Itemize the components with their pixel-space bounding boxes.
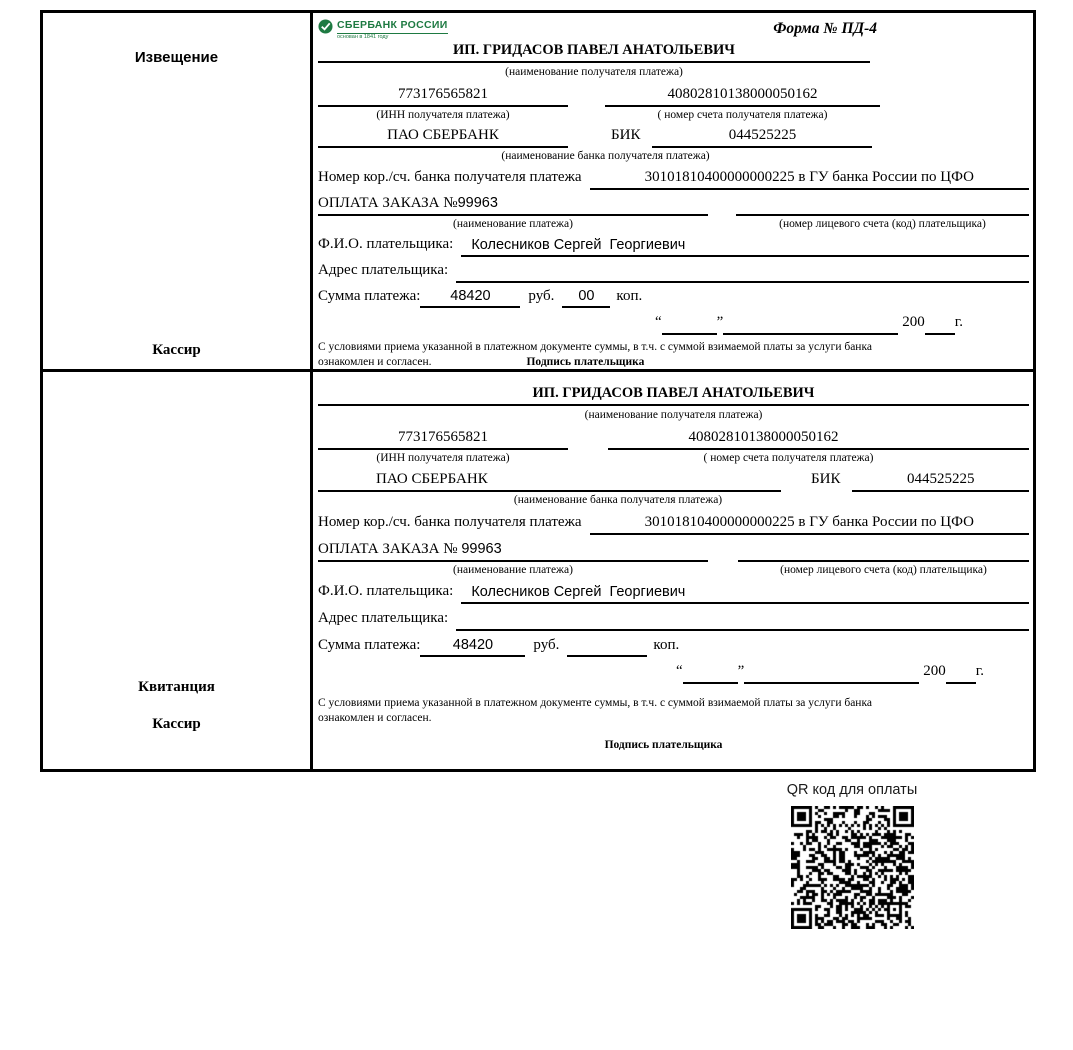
notice-section <box>43 13 1033 369</box>
inn-value: 773176565821 <box>318 428 568 450</box>
amount-label: Сумма платежа: <box>318 636 421 653</box>
bik-value: 044525225 <box>652 126 872 148</box>
amount-kop-value: 00 <box>562 287 610 308</box>
qr-code <box>791 806 914 929</box>
receipt-side-column <box>43 372 313 769</box>
date-year-field <box>925 314 955 335</box>
order-number: 99963 <box>457 195 498 212</box>
agreement-line1: С условиями приема указанной в платежном документе суммы, в т.ч. с суммой взимаемой платы за услуги банка <box>318 697 872 709</box>
personal-account-hint: (номер лицевого счета (код) плательщика) <box>779 217 986 230</box>
year-suffix: г. <box>975 663 984 680</box>
kop-label: коп. <box>616 287 643 304</box>
signature-label: Подпись плательщика <box>526 355 645 368</box>
kop-label: коп. <box>653 636 680 653</box>
amount-label: Сумма платежа: <box>318 287 421 304</box>
agreement-line2: ознакомлен и согласен. <box>318 355 432 368</box>
address-label: Адрес плательщика: <box>318 609 449 626</box>
personal-account-field <box>738 541 1029 562</box>
bik-value: 044525225 <box>852 470 1029 492</box>
account-hint: ( номер счета получателя платежа) <box>657 109 828 122</box>
agreement-block <box>318 696 1029 753</box>
bank-name-hint: (наименование банка получателя платежа) <box>501 150 710 163</box>
account-hint: ( номер счета получателя платежа) <box>703 452 874 465</box>
notice-side-label: Извещение <box>134 49 219 66</box>
payment-purpose-field <box>318 540 708 562</box>
rub-label: руб. <box>528 287 555 304</box>
address-field <box>456 610 1029 631</box>
amount-rub-value: 48420 <box>420 636 525 657</box>
order-number: 99963 <box>461 541 502 558</box>
pd4-form <box>40 10 1036 772</box>
receipt-side-label: Квитанция <box>138 679 215 695</box>
inn-hint: (ИНН получателя платежа) <box>376 452 510 465</box>
payee-name: ИП. ГРИДАСОВ ПАВЕЛ АНАТОЛЬЕВИЧ <box>318 384 1029 406</box>
address-field <box>456 262 1029 283</box>
inn-value: 773176565821 <box>318 85 568 107</box>
sberbank-logo-text: СБЕРБАНК РОССИИ <box>337 19 448 34</box>
signature-label: Подпись плательщика <box>604 738 723 751</box>
purpose-hint: (наименование платежа) <box>453 217 573 230</box>
payment-purpose-text: ОПЛАТА ЗАКАЗА № <box>318 195 458 212</box>
bank-name-hint: (наименование банка получателя платежа) <box>513 494 723 507</box>
personal-account-hint: (номер лицевого счета (код) плательщика) <box>780 563 987 576</box>
receipt-content <box>313 372 1033 769</box>
corr-account-value: 30101810400000000225 в ГУ банка России по ЦФО <box>590 168 1029 190</box>
payee-name-hint: (наименование получателя платежа) <box>584 409 763 422</box>
agreement-block <box>318 340 1029 369</box>
payment-purpose-field <box>318 194 708 216</box>
year-prefix: 200 <box>923 663 946 680</box>
fio-label: Ф.И.О. плательщика: <box>318 583 454 599</box>
notice-content <box>313 13 1033 369</box>
qr-label: QR код для оплаты <box>786 782 918 798</box>
sberbank-logo-icon <box>318 19 333 34</box>
sberbank-logo <box>318 19 448 40</box>
year-suffix: г. <box>954 314 963 331</box>
inn-hint: (ИНН получателя платежа) <box>376 109 510 122</box>
fio-value: Колесников Сергей Георгиевич <box>461 583 1029 604</box>
agreement-line2: ознакомлен и согласен. <box>318 711 432 724</box>
address-label: Адрес плательщика: <box>318 261 449 278</box>
bik-label: БИК <box>811 471 841 488</box>
quote-close: ” <box>737 663 745 680</box>
date-year-field <box>946 663 976 684</box>
year-prefix: 200 <box>902 314 925 331</box>
account-value: 40802810138000050162 <box>608 428 1029 450</box>
rub-label: руб. <box>533 636 560 653</box>
account-value: 40802810138000050162 <box>605 85 880 107</box>
amount-kop-value <box>567 636 647 657</box>
personal-account-field <box>736 195 1029 216</box>
quote-close: ” <box>716 314 724 331</box>
fio-value: Колесников Сергей Георгиевич <box>461 236 1029 257</box>
date-day-field <box>662 314 717 335</box>
bank-name-value: ПАО СБЕРБАНК <box>318 470 781 492</box>
receipt-section <box>43 369 1033 769</box>
fio-label: Ф.И.О. плательщика: <box>318 236 454 252</box>
date-month-field <box>744 663 919 684</box>
amount-rub-value: 48420 <box>420 287 520 308</box>
corr-account-value: 30101810400000000225 в ГУ банка России по ЦФО <box>590 513 1029 535</box>
quote-open: “ <box>675 663 683 680</box>
notice-side-column <box>43 13 313 369</box>
form-number: Форма № ПД-4 <box>773 20 877 37</box>
corr-account-label: Номер кор./сч. банка получателя платежа <box>318 169 582 186</box>
bik-label: БИК <box>611 127 641 144</box>
receipt-cashier-label: Кассир <box>152 716 201 732</box>
qr-block <box>762 782 942 929</box>
corr-account-label: Номер кор./сч. банка получателя платежа <box>318 514 582 531</box>
agreement-line1: С условиями приема указанной в платежном документе суммы, в т.ч. с суммой взимаемой платы за услуги банка <box>318 341 872 353</box>
sberbank-logo-subtext: основан в 1841 году <box>337 34 389 41</box>
notice-cashier-label: Кассир <box>152 342 201 358</box>
sberbank-logo-lockup <box>337 19 448 40</box>
bank-name-value: ПАО СБЕРБАНК <box>318 126 568 148</box>
purpose-hint: (наименование платежа) <box>453 563 573 576</box>
payee-name-hint: (наименование получателя платежа) <box>505 66 683 79</box>
payee-name: ИП. ГРИДАСОВ ПАВЕЛ АНАТОЛЬЕВИЧ <box>318 41 870 63</box>
date-day-field <box>683 663 738 684</box>
quote-open: “ <box>654 314 662 331</box>
payment-purpose-text: ОПЛАТА ЗАКАЗА № <box>318 541 462 558</box>
date-month-field <box>723 314 898 335</box>
